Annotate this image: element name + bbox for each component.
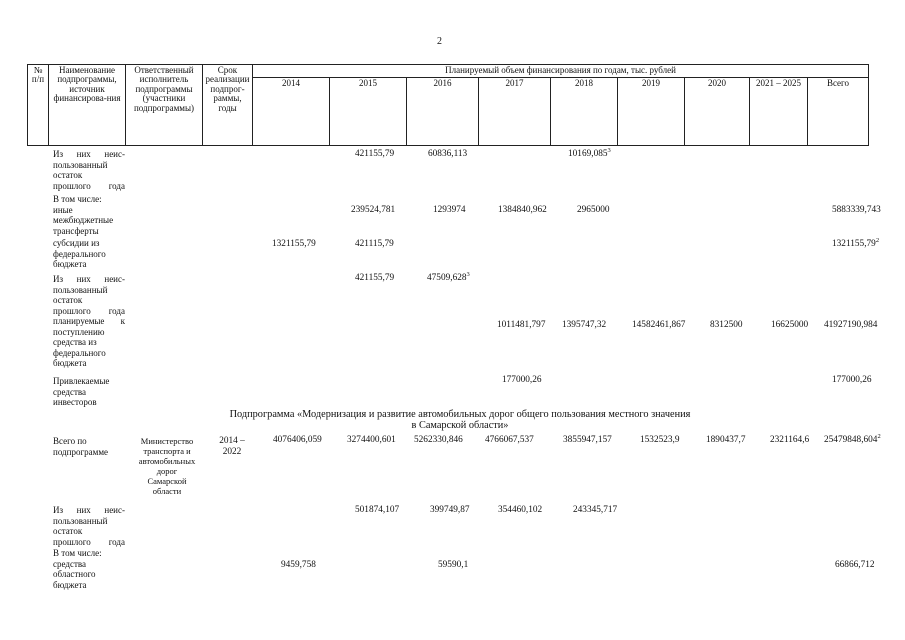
value-2017: 1384840,962 [498,205,547,215]
value-2014: 1321155,79 [272,239,316,249]
header-term: Срок реализации подпрог-раммы, годы [203,65,253,146]
value-2021-2025: 2321164,6 [770,435,810,445]
value-2016: 59590,1 [438,560,469,570]
value-2020: 1890437,7 [706,435,746,445]
value-2016: 5262330,846 [414,435,463,445]
value-total: 66866,712 [835,560,875,570]
row-label: Привлекаемые средства инвесторов [53,376,110,408]
value-total: 25479848,604$^2$ [824,432,881,445]
responsible-executor: Министерство транспорта и автомобильных дорог Самарской области [138,436,196,496]
value-2016: 399749,87 [430,505,470,515]
value-total: 41927190,984 [824,320,878,330]
value-2016: 60836,113 [428,149,468,159]
header-year-2017: 2017 [479,77,551,145]
row-label: В том числе: иные межбюджетные трансферты [53,194,114,236]
header-year-2015: 2015 [330,77,407,145]
row-label: В том числе: средства областного бюджета [53,548,102,590]
value-total: 177000,26 [832,375,872,385]
value-2015: 501874,107 [355,505,400,515]
value-2014: 9459,758 [281,560,316,570]
value-2018: 10169,085$^3$ [568,146,611,159]
header-num: № п/п [28,65,49,146]
value-2018: 243345,717 [573,505,618,515]
value-2019: 1532523,9 [640,435,680,445]
value-2015: 421155,79 [355,273,395,283]
subprogram-title: Подпрограмма «Модернизация и развитие автомобильных дорог общего пользования местного значения в Самарской области» [229,409,691,431]
value-2014: 4076406,059 [273,435,322,445]
table-header [27,64,869,146]
value-2018: 2965000 [577,205,610,215]
header-name: Наименование подпрограммы, источник финансирова-ния [49,65,126,146]
row-label: субсидии из федерального бюджета [53,238,106,270]
row-label: планируемые к поступлению средства из федерального бюджета [53,316,125,369]
value-2015: 421115,79 [355,239,394,249]
value-2020: 8312500 [710,320,743,330]
page-number: 2 [437,36,442,47]
header-year-2018: 2018 [551,77,618,145]
value-2021-2025: 16625000 [771,320,809,330]
value-2016: 1293974 [433,205,466,215]
value-2017: 1011481,797 [497,320,546,330]
value-2015: 421155,79 [355,149,395,159]
header-year-2019: 2019 [618,77,685,145]
header-total: Всего [808,77,869,145]
row-label: Всего по подпрограмме [53,436,109,457]
value-2018: 3855947,157 [563,435,612,445]
header-responsible: Ответственный исполнитель подпрограммы (участники подпрограммы) [126,65,203,146]
value-total: 5883339,743 [832,205,881,215]
value-2017: 4766067,537 [485,435,534,445]
header-planned-financing: Планируемый объем финансирования по годам, тыс. рублей [253,65,869,78]
value-2017: 354460,102 [498,505,543,515]
row-label: Из них неис- пользованный остаток прошлого года [53,274,125,316]
value-2017: 177000,26 [502,375,542,385]
value-total: 1321155,79$^2$ [832,236,880,249]
row-label: Из них неис- пользованный остаток прошлого года [53,149,125,191]
header-year-2016: 2016 [407,77,479,145]
value-2018: 1395747,32 [562,320,607,330]
value-2016: 47509,628$^3$ [427,270,470,283]
header-year-2014: 2014 [253,77,330,145]
header-year-2020: 2020 [685,77,750,145]
row-label: Из них неис- пользованный остаток прошлого года [53,505,125,547]
header-year-2021-2025: 2021 – 2025 [750,77,808,145]
value-2015: 3274400,601 [347,435,396,445]
value-2019: 14582461,867 [632,320,686,330]
implementation-term: 2014 – 2022 [219,436,245,457]
value-2015: 239524,781 [351,205,396,215]
